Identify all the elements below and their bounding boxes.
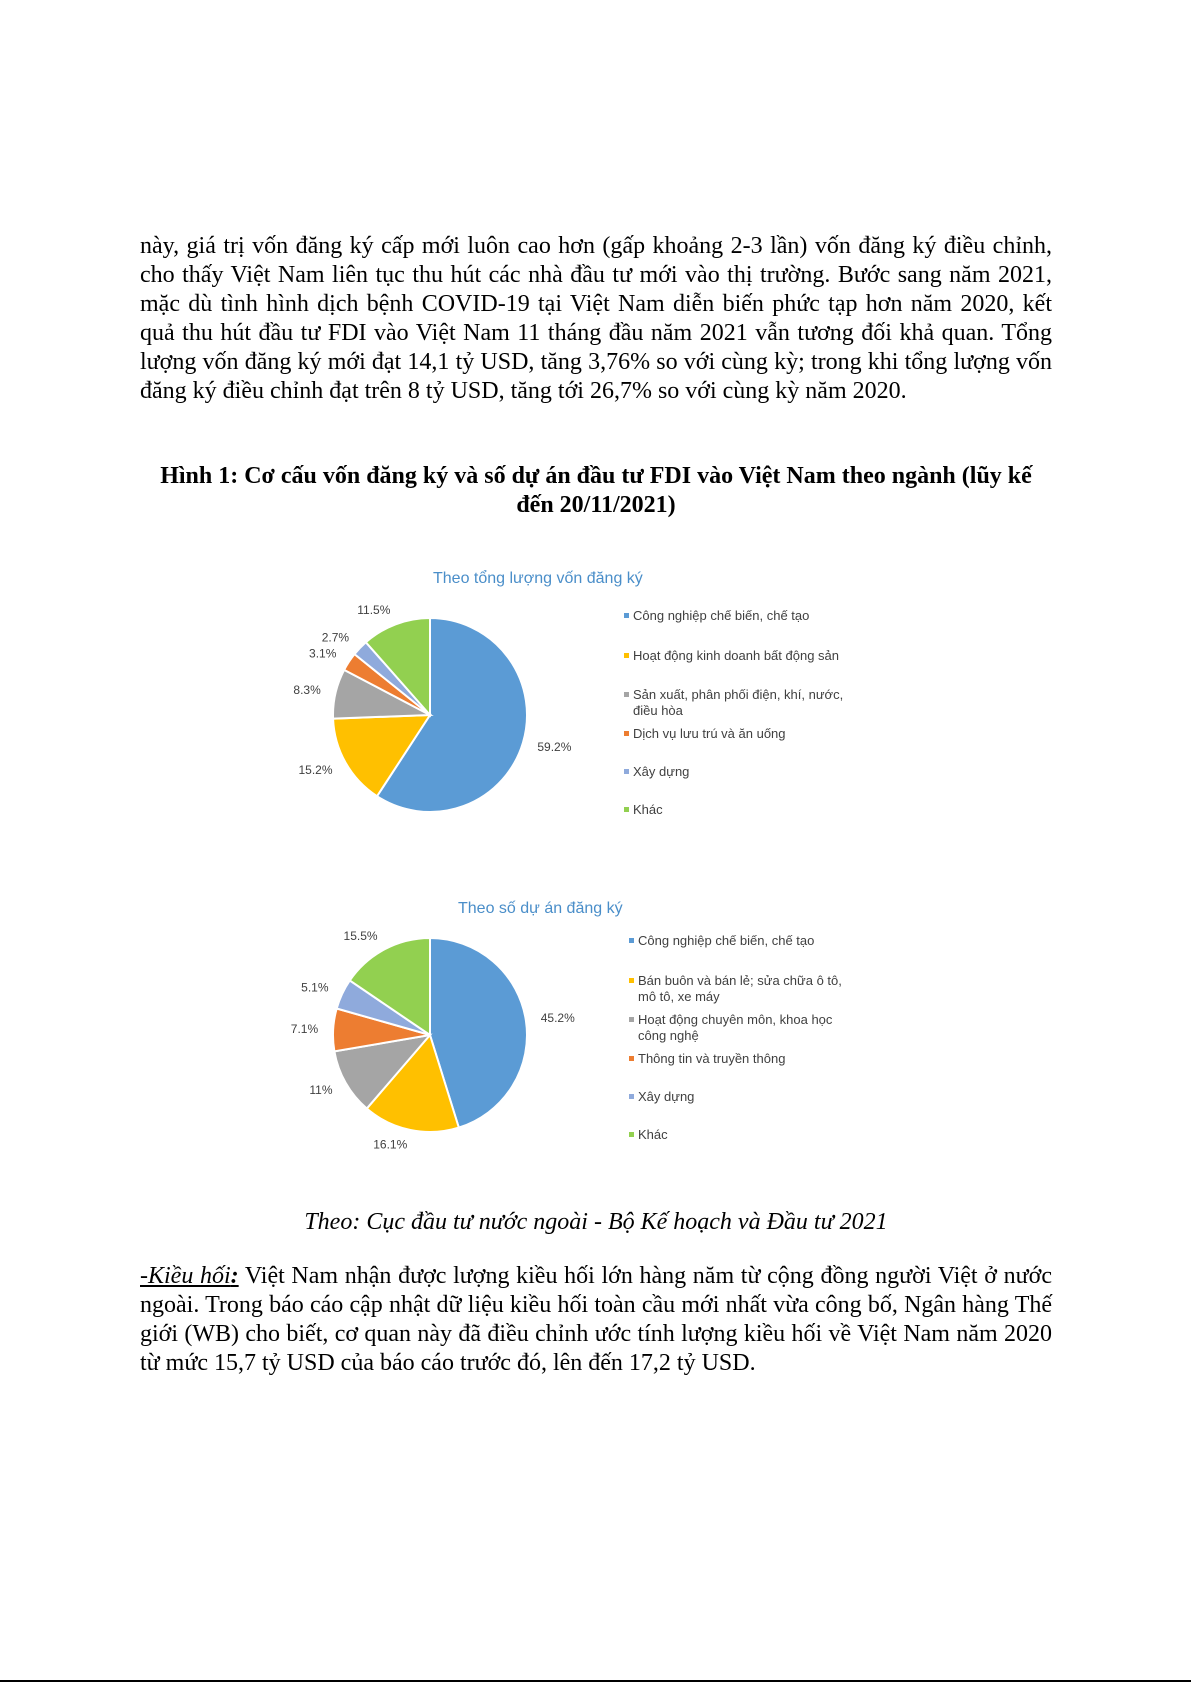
legend-item: [624, 648, 844, 664]
legend-label: Hoạt động kinh doanh bất động sản: [633, 648, 840, 663]
legend-item: [629, 933, 849, 949]
figure-title: Hình 1: Cơ cấu vốn đăng ký và số dự án đầu tư FDI vào Việt Nam theo ngành (lũy kế đến 20/11/2021): [160, 463, 1032, 518]
legend-item: [624, 726, 844, 742]
legend-swatch: [624, 653, 629, 658]
legend-item: [624, 608, 844, 624]
legend-label: Sản xuất, phân phối điện, khí, nước, điều hòa: [633, 687, 844, 718]
pie-data-label: 16.1%: [373, 1137, 408, 1152]
pie-data-label: 11.5%: [357, 603, 391, 618]
body-paragraph-remittance: [140, 1262, 1052, 1378]
pie-data-label: 8.3%: [293, 683, 321, 698]
remittance-heading: -Kiều hối: [140, 1263, 231, 1289]
legend-label: Bán buôn và bán lẻ; sửa chữa ô tô, mô tô, xe máy: [638, 973, 842, 1004]
pie-data-label: 11%: [309, 1083, 333, 1098]
legend-label: Công nghiệp chế biến, chế tạo: [638, 933, 815, 948]
legend-swatch: [629, 978, 634, 983]
pie-data-label: 15.5%: [343, 929, 378, 944]
source-note: Theo: Cục đầu tư nước ngoài - Bộ Kế hoạch và Đầu tư 2021: [304, 1209, 888, 1235]
chart-title-capital: Theo tổng lượng vốn đăng ký: [433, 570, 643, 587]
pie-svg-capital: [0, 560, 1191, 860]
legend-swatch: [624, 807, 629, 812]
legend-item: [624, 802, 844, 818]
legend-item: [629, 1012, 849, 1044]
remittance-colon: :: [230, 1263, 239, 1289]
chart-title-projects: Theo số dự án đăng ký: [458, 900, 623, 917]
legend-label: Công nghiệp chế biến, chế tạo: [633, 608, 810, 623]
pie-data-label: 59.2%: [537, 739, 572, 754]
legend-swatch: [629, 1132, 634, 1137]
pie-svg-projects: [0, 890, 1191, 1190]
page-bottom-rule: [0, 1680, 1191, 1682]
legend-item: [629, 1051, 849, 1067]
legend-label: Xây dựng: [633, 764, 690, 779]
legend-swatch: [624, 692, 629, 697]
legend-label: Hoạt động chuyên môn, khoa học công nghệ: [638, 1012, 833, 1043]
pie-data-label: 3.1%: [309, 646, 337, 661]
pie-data-label: 5.1%: [301, 980, 329, 995]
legend-swatch: [624, 731, 629, 736]
pie-chart-projects: [0, 890, 1191, 1190]
legend-item: [624, 764, 844, 780]
pie-data-label: 7.1%: [290, 1022, 319, 1037]
legend-swatch: [629, 938, 634, 943]
legend-swatch: [629, 1017, 634, 1022]
legend-item: [629, 1127, 849, 1143]
legend-swatch: [629, 1094, 634, 1099]
pie-data-label: 45.2%: [540, 1011, 575, 1026]
legend-label: Thông tin và truyền thông: [638, 1051, 786, 1066]
legend-label: Khác: [638, 1127, 668, 1142]
body-paragraph-fdi: này, giá trị vốn đăng ký cấp mới luôn cao hơn (gấp khoảng 2-3 lần) vốn đăng ký điều chỉnh, cho thấy Việt Nam liên tục thu hút các nhà đầu tư mới vào thị trường. Bước sang năm 2021, mặc dù tình hình dịch bệnh COVID-19 tại Việt Nam diễn biến phức tạp hơn năm 2020, kết quả thu hút đầu tư FDI vào Việt Nam 11 tháng đầu năm 2021 vẫn tương đối khả quan. Tổng lượng vốn đăng ký mới đạt 14,1 tỷ USD, tăng 3,76% so với cùng kỳ; trong khi tổng lượng vốn đăng ký điều chỉnh đạt trên 8 tỷ USD, tăng tới 26,7% so với cùng kỳ năm 2020.: [140, 233, 1052, 404]
legend-item: [629, 973, 849, 1005]
pie-data-label: 2.7%: [321, 630, 350, 645]
legend-swatch: [624, 769, 629, 774]
legend-label: Xây dựng: [638, 1089, 695, 1104]
pie-chart-capital: [0, 560, 1191, 860]
pie-data-label: 15.2%: [298, 763, 333, 778]
legend-item: [624, 687, 844, 719]
legend-label: Dịch vụ lưu trú và ăn uống: [633, 726, 786, 741]
legend-swatch: [629, 1056, 634, 1061]
legend-label: Khác: [633, 802, 663, 817]
legend-swatch: [624, 613, 629, 618]
remittance-body: Việt Nam nhận được lượng kiều hối lớn hàng năm từ cộng đồng người Việt ở nước ngoài. Trong báo cáo cập nhật dữ liệu kiều hối toàn cầu mới nhất vừa công bố, Ngân hàng Thế giới (WB) cho biết, cơ quan này đã điều chỉnh ước tính lượng kiều hối về Việt Nam năm 2020 từ mức 15,7 tỷ USD của báo cáo trước đó, lên đến 17,2 tỷ USD.: [140, 1263, 1052, 1376]
legend-item: [629, 1089, 849, 1105]
